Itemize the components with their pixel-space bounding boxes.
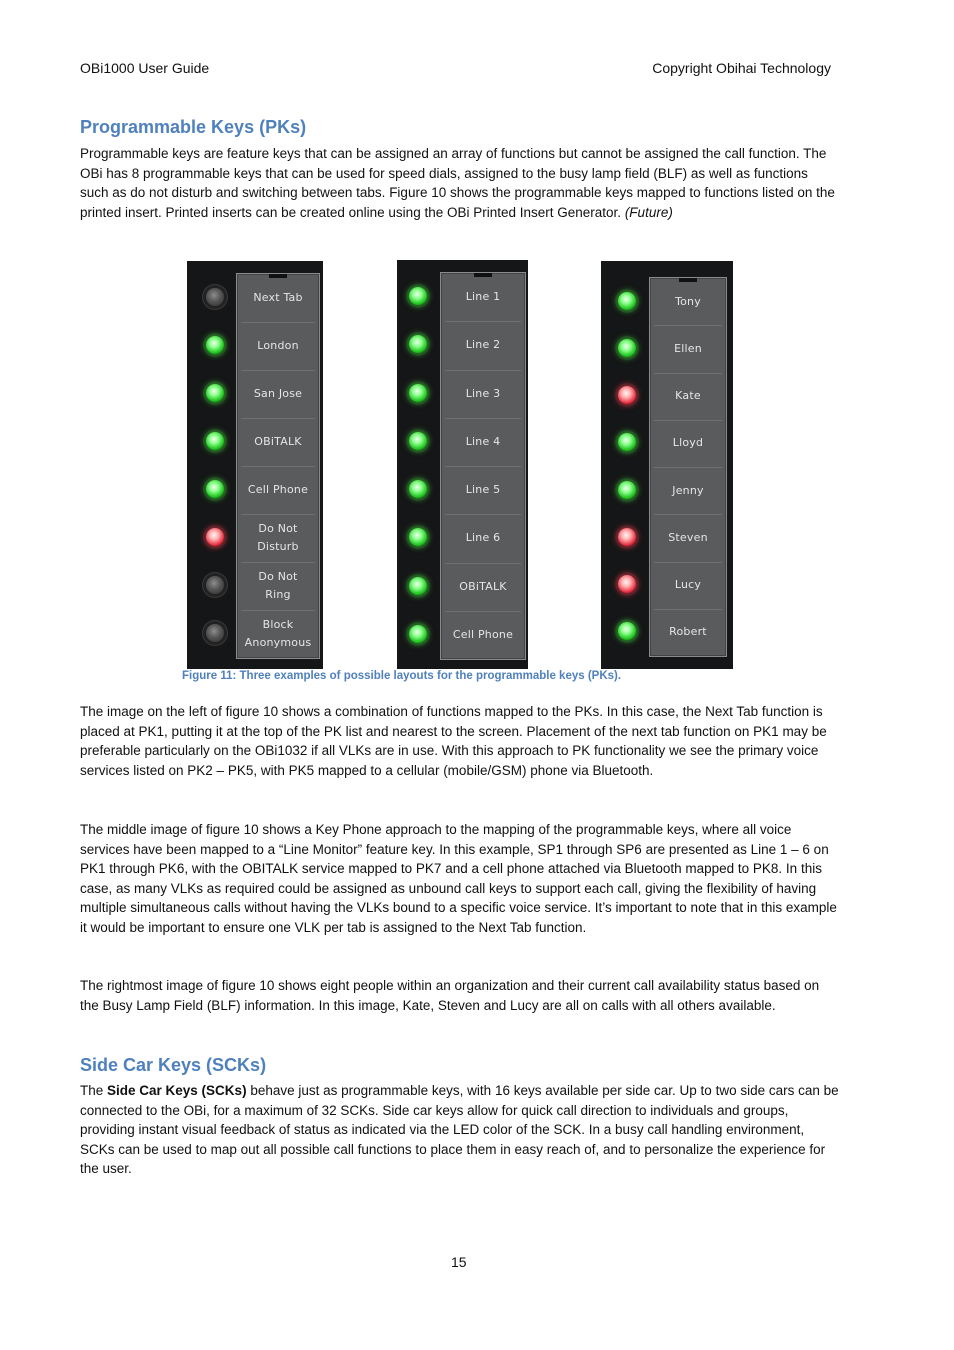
printed-insert: [649, 277, 727, 657]
key-divider: [445, 466, 521, 467]
key-label: [650, 482, 726, 500]
key-label-line: San Jose: [253, 387, 303, 400]
key-label: [650, 529, 726, 547]
key-divider: [241, 562, 315, 563]
key-label: [650, 576, 726, 594]
key-divider: [445, 514, 521, 515]
key-label-line: Anonymous: [244, 636, 312, 649]
key-label: [237, 385, 319, 403]
key-label-line: Do Not: [258, 570, 298, 583]
key-divider: [241, 322, 315, 323]
key-label: [237, 289, 319, 307]
key-label-line: Jenny: [672, 483, 704, 497]
key-label-line: Kate: [675, 389, 701, 403]
key-label: [237, 520, 319, 556]
key-label: [441, 529, 525, 547]
key-divider: [241, 514, 315, 515]
key-divider: [241, 466, 315, 467]
led-green-indicator: [618, 292, 636, 310]
key-divider: [445, 563, 521, 564]
key-label-line: Line 6: [465, 531, 501, 545]
key-label-line: OBiTALK: [459, 579, 507, 593]
key-label: [237, 337, 319, 355]
key-label: [650, 293, 726, 311]
key-label-line: Cell Phone: [452, 627, 514, 641]
led-green-indicator: [409, 384, 427, 402]
key-label: [441, 288, 525, 306]
led-green-indicator: [618, 339, 636, 357]
led-red-indicator: [618, 386, 636, 404]
led-off-indicator: [206, 624, 224, 642]
key-divider: [654, 562, 722, 563]
key-label-line: Line 1: [465, 290, 501, 304]
key-label-line: Next Tab: [253, 291, 303, 304]
insert-notch: [474, 273, 492, 277]
key-label-line: London: [257, 339, 299, 352]
led-green-indicator: [409, 287, 427, 305]
key-label: [441, 433, 525, 451]
printed-insert: [236, 273, 320, 659]
led-off-indicator: [206, 576, 224, 594]
key-label-line: Line 3: [465, 386, 501, 400]
key-label-line: Cell Phone: [247, 483, 309, 496]
side-car-term: Side Car Keys (SCKs): [107, 1083, 247, 1098]
key-label-line: Block: [262, 618, 294, 631]
key-panel-1: [187, 261, 323, 669]
led-green-indicator: [618, 433, 636, 451]
key-divider: [654, 325, 722, 326]
key-label: [237, 568, 319, 604]
intro-text: Programmable keys are feature keys that can be assigned an array of functions but cannot be assigned the call function. The OBi has 8 programmable keys that can be used for speed dials, assigned to the busy lamp field (BLF) as well as functions such as do not disturb and switching between tabs. Figure 10 shows the programmable keys mapped to functions listed on the printed insert. Printed inserts can be created online using the OBi Printed Insert Generator.: [80, 146, 835, 220]
key-label: [441, 336, 525, 354]
key-divider: [241, 370, 315, 371]
key-divider: [445, 321, 521, 322]
led-green-indicator: [618, 481, 636, 499]
side-car-text-prefix: The: [80, 1083, 108, 1098]
led-green-indicator: [409, 577, 427, 595]
intro-paragraph: [80, 144, 840, 222]
key-label: [650, 387, 726, 405]
figure-caption: Figure 11: Three examples of possible layouts for the programmable keys (PKs).: [182, 670, 622, 682]
key-label: [441, 481, 525, 499]
key-label-line: Steven: [668, 530, 708, 544]
key-panel-2: [397, 260, 528, 669]
key-label-line: Lloyd: [672, 436, 704, 450]
led-green-indicator: [409, 528, 427, 546]
key-label: [237, 481, 319, 499]
key-panel-3: [601, 261, 733, 669]
key-label: [441, 626, 525, 644]
key-label: [441, 578, 525, 596]
led-green-indicator: [206, 336, 224, 354]
led-green-indicator: [206, 480, 224, 498]
key-label-line: Line 5: [465, 483, 501, 497]
future-note: (Future): [624, 204, 673, 220]
key-label-line: Do Not: [258, 522, 298, 535]
led-green-indicator: [206, 384, 224, 402]
key-divider: [241, 610, 315, 611]
led-green-indicator: [409, 625, 427, 643]
key-label-line: Line 4: [465, 434, 501, 448]
insert-notch: [679, 278, 697, 282]
key-divider: [654, 420, 722, 421]
led-red-indicator: [206, 528, 224, 546]
led-off-indicator: [206, 288, 224, 306]
key-label-line: Ring: [265, 588, 291, 601]
key-divider: [654, 467, 722, 468]
key-label: [650, 434, 726, 452]
led-red-indicator: [618, 528, 636, 546]
key-divider: [654, 373, 722, 374]
key-label: [650, 623, 726, 641]
key-divider: [445, 370, 521, 371]
page-header-left: OBi1000 User Guide: [80, 60, 210, 76]
side-car-text-rest: behave just as programmable keys, with 16 keys available per side car. Up to two side cars can be connected to the OBi, for a maximum of 32 SCKs. Side car keys allow for quick call direction to individuals and groups, providing instant visual feedback of status as indicated via the LED color of the SCK. In a busy call handling environment, SCKs can be used to map out all possible call functions to place them in easy reach of, and to personalize the experience for the user.: [80, 1083, 839, 1177]
led-green-indicator: [618, 622, 636, 640]
key-label: [650, 340, 726, 358]
led-green-indicator: [206, 432, 224, 450]
key-label-line: Robert: [669, 625, 707, 639]
paragraph-left-image: The image on the left of figure 10 shows a combination of functions mapped to the PKs. In this case, the Next Tab function is placed at PK1, putting it at the top of the PK list and nearest to the screen. Placement of the next tab function on PK1 may be preferable particularly on the OBi1032 if all VLKs are in use. With this approach to PK functionality we see the primary voice services listed on PK2 – PK5, with PK5 mapped to a cellular (mobile/GSM) phone via Bluetooth.: [80, 704, 827, 778]
paragraph-right-image: The rightmost image of figure 10 shows eight people within an organization and their current call availability status based on the Busy Lamp Field (BLF) information. In this image, Kate, Steven and Lucy are all on calls with all others available.: [80, 978, 820, 1013]
section-heading-side-car-keys: Side Car Keys (SCKs): [80, 1055, 267, 1075]
side-car-paragraph: [80, 1081, 840, 1179]
key-label-line: OBiTALK: [254, 435, 302, 448]
key-label-line: Tony: [675, 294, 701, 308]
key-divider: [445, 611, 521, 612]
key-divider: [445, 418, 521, 419]
led-green-indicator: [409, 480, 427, 498]
key-label-line: Ellen: [674, 341, 702, 355]
led-red-indicator: [618, 575, 636, 593]
page-header-right: Copyright Obihai Technology: [652, 60, 831, 76]
key-label-line: Lucy: [674, 578, 702, 592]
led-green-indicator: [409, 432, 427, 450]
key-label: [237, 616, 319, 652]
led-green-indicator: [409, 335, 427, 353]
key-label: [441, 385, 525, 403]
key-label: [237, 433, 319, 451]
key-divider: [654, 514, 722, 515]
key-label-line: Disturb: [257, 540, 299, 553]
paragraph-middle-image: The middle image of figure 10 shows a Key Phone approach to the mapping of the programmable keys, where all voice services have been mapped to a “Line Monitor” feature key. In this example, SP1 through SP6 are presented as Line 1 – 6 on PK1 through PK6, with the OBITALK service mapped to PK7 and a cell phone attached via Bluetooth mapped to PK8. In this case, as many VLKs as required could be assigned as unbound call keys to support each call, giving the flexibility of having multiple simultaneous calls without having the VLKs bound to a specific voice service. It’s important to note that in this example it would be important to ensure one VLK per tab is assigned to the Next Tab function.: [80, 822, 837, 935]
key-divider: [241, 418, 315, 419]
printed-insert: [440, 272, 526, 660]
key-label-line: Line 2: [465, 338, 501, 352]
key-divider: [654, 609, 722, 610]
insert-notch: [269, 274, 287, 278]
page-number: 15: [451, 1254, 467, 1270]
section-heading-programmable-keys: Programmable Keys (PKs): [80, 117, 307, 137]
